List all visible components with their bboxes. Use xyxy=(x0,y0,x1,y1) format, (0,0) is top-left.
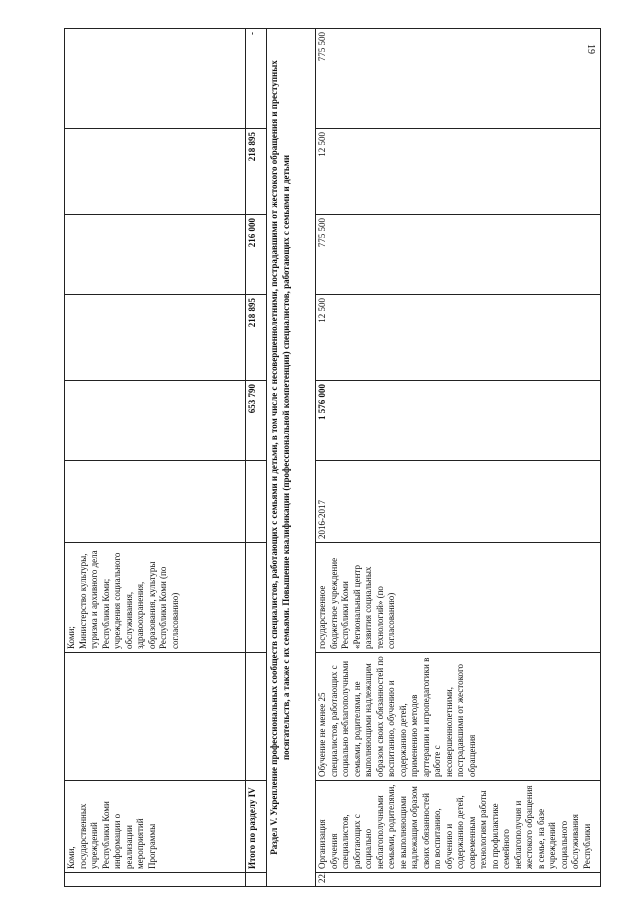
cell-year-2: 775 500 xyxy=(316,215,601,295)
cell-executor: Коми; Министерство культуры, туризма и архивного дела Республики Коми; учреждения социального обслуживания, здравоохранения, образования, культуры Республики Коми (по согласованию) xyxy=(65,543,246,653)
total-value-2: 218 895 xyxy=(246,295,267,381)
total-label: Итого по разделу IV xyxy=(246,781,267,873)
cell-content: Обучение не менее 25 специалистов, работающих с социально неблагополучными семьями, родителями, не выполняющими надлежащим образом своих обязанностей по воспитанию, обучению и содержанию детей, применению методов арттерапии и игропедагогики в работе с несовершеннолетними, пострадавшими от жестокого обращения xyxy=(316,653,601,781)
cell-empty xyxy=(246,461,267,543)
table-row xyxy=(316,29,601,887)
total-value-1: 653 790 xyxy=(246,381,267,461)
cell-content xyxy=(65,653,246,781)
cell-year-1: 12 500 xyxy=(316,295,601,381)
cell-event-name: Организация обучения специалистов, работающих с социально неблагополучными семьями, родителями, не выполняющими надлежащим образом своих обязанностей по воспитанию, обучению и содержанию детей, современным технологиям работы по профилактике семейного неблагополучия и жестокого обращения в семье, на базе учреждений социального обслуживания Республики xyxy=(316,781,601,873)
cell-year-2 xyxy=(65,215,246,295)
table-row xyxy=(65,29,246,887)
cell-year-4: 775 500 xyxy=(316,29,601,129)
cell-empty xyxy=(246,543,267,653)
cell-period xyxy=(65,461,246,543)
cell-year-3: 12 500 xyxy=(316,129,601,215)
cell-num xyxy=(65,873,246,887)
cell-num: 22. xyxy=(316,873,601,887)
cell-total xyxy=(65,381,246,461)
total-row xyxy=(246,29,267,887)
cell-num xyxy=(246,873,267,887)
cell-empty xyxy=(246,653,267,781)
cell-period: 2016-2017 xyxy=(316,461,601,543)
section-heading-row xyxy=(267,29,316,887)
cell-event-name: Коми, государственных учреждений Республики Коми информации о реализации мероприятий Программы xyxy=(65,781,246,873)
cell-year-4 xyxy=(65,29,246,129)
page-number: 19 xyxy=(585,44,596,54)
rotated-table-container xyxy=(64,29,629,887)
cell-year-3 xyxy=(65,129,246,215)
total-value-5: - xyxy=(246,29,267,129)
section-heading: Раздел V. Укрепление профессиональных сообществ специалистов, работающих с семьями и детьми, в том числе с несовершеннолетними, пострадавшими от жестокого обращения и преступных посягательств, а также с их семьями. Повышение квалификации (профессиональной компетенции) специалистов, работающих с семьями и детьми xyxy=(267,29,316,887)
cell-year-1 xyxy=(65,295,246,381)
cell-executor: государственное бюджетное учреждение Республики Коми «Региональный центр развития социальных технологий» (по согласованию) xyxy=(316,543,601,653)
cell-total: 1 576 000 xyxy=(316,381,601,461)
total-value-4: 218 895 xyxy=(246,129,267,215)
program-table xyxy=(64,28,601,887)
total-value-3: 216 000 xyxy=(246,215,267,295)
